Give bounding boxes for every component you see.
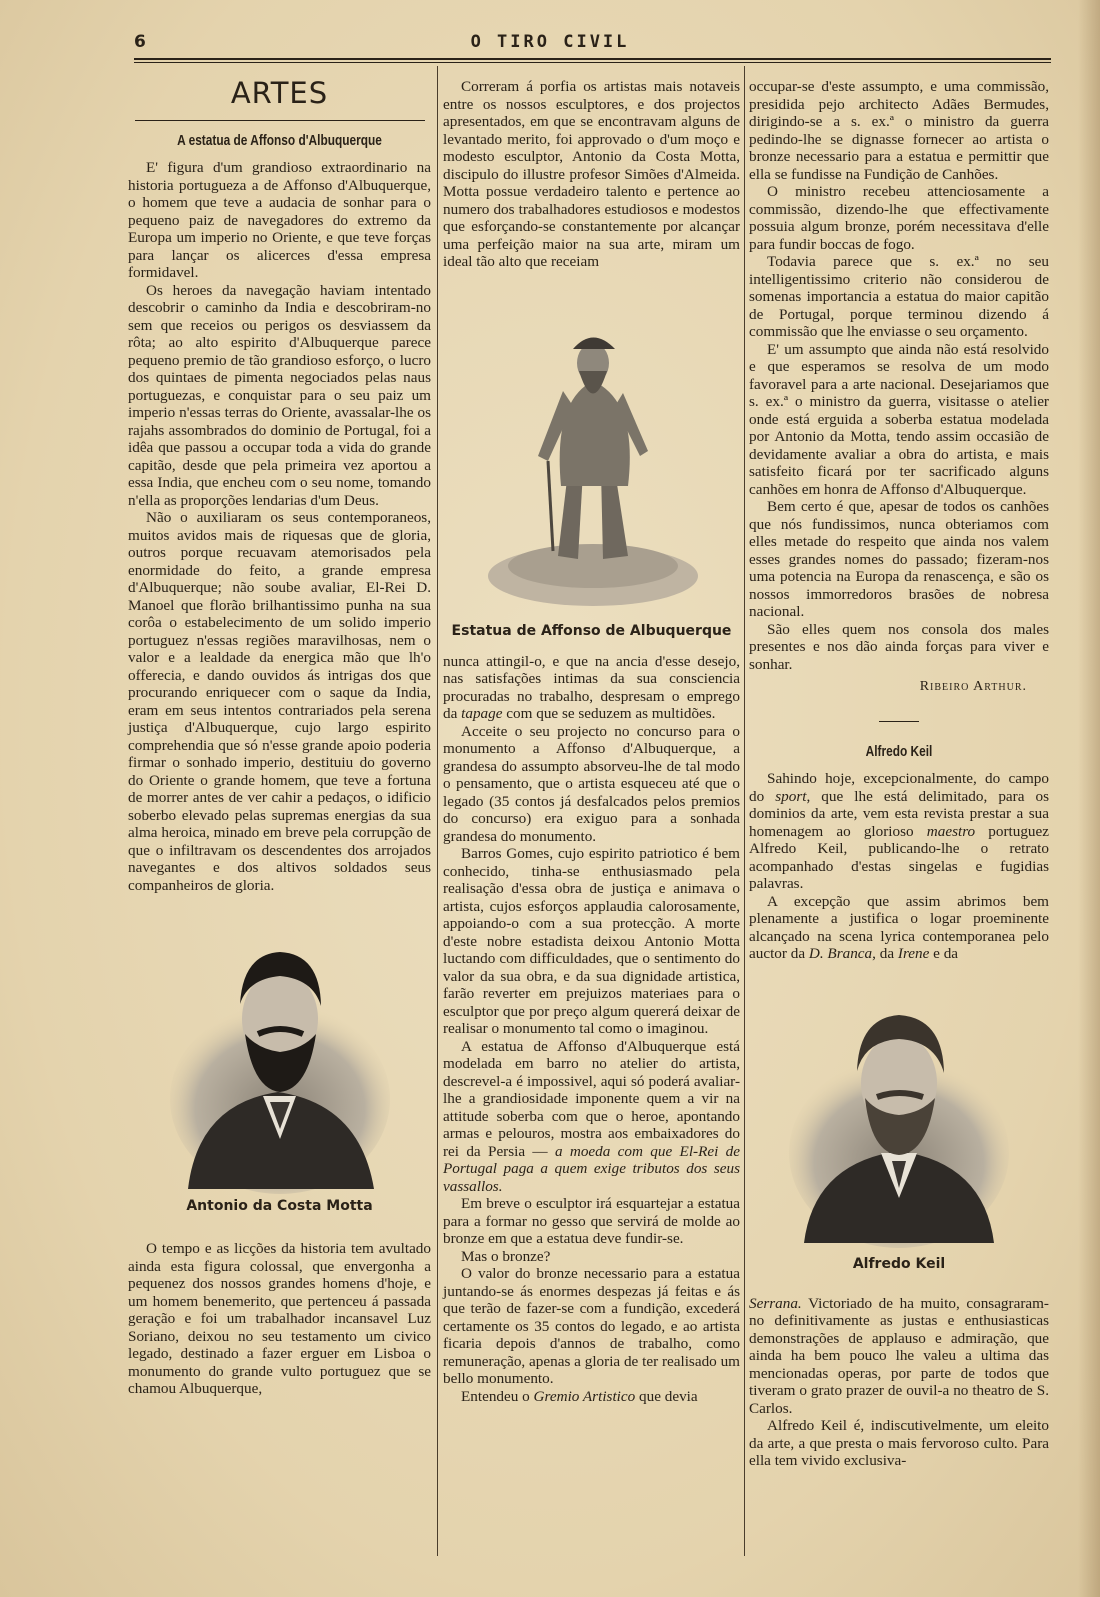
paragraph [443, 1388, 740, 1406]
emphasis: a moeda com que El-Rei de Portugal paga a quem exige tributos dos seus vassallos. [443, 1142, 741, 1195]
header-rule [134, 58, 1051, 60]
text-run: e da [933, 945, 959, 962]
paragraph: E' figura d'um grandioso extraordinario na historia portugueza a de Affonso d'Albuquerque, o homem que teve a audacia de sonhar para o pequeno paiz de navegadores do extremo da Europa um imperio no Oriente, e que teve forças para lançar os alicerces d'essa empresa formidavel. [128, 159, 431, 281]
column-3 [749, 66, 1049, 1470]
article-body [128, 159, 431, 894]
text-run: , que lhe está delimitado, para os dominios da arte, vem esta revista prestar a sua homenagem ao glorioso [749, 787, 1050, 840]
article-body-continued [128, 1240, 431, 1398]
paragraph: Bem certo é que, apesar de todos os canhões que nós fundissimos, nunca obteriamos com elles metade do respeito que ainda nos valem esses grandes nomes do passado; fizeram-nos uma potencia na Europa da renascença, e são os nossos immorredoros brasões de nobresa nacional. [749, 498, 1049, 620]
column-divider [437, 66, 438, 1556]
emphasis: sport [775, 787, 807, 805]
paragraph: Em breve o esculptor irá esquartejar a estatua para a formar no gesso que servirá de molde ao bronze em que a estatua deve fundir-se. [443, 1195, 740, 1247]
paragraph: São elles quem nos consola dos males presentes e nos dão ainda forças para viver e sonhar. [749, 620, 1049, 673]
emphasis: Serrana. [749, 1294, 802, 1312]
emphasis: tapage [461, 705, 503, 722]
paragraph [749, 770, 1049, 893]
text-run: que devia [639, 1387, 698, 1405]
article-title: Alfredo Keil [865, 744, 933, 760]
paragraph [443, 1038, 740, 1196]
paragraph: Todavia parece que s. ex.ª no seu intelligentissimo criterio não considerou de somenas importancia a estatua do maior capitão de Portugal, porque terminou dizendo á commissão que lhe enviasse o seu orçamento. [749, 253, 1049, 340]
page-edge-shadow [1078, 0, 1100, 1597]
text-run: portuguez Alfredo Keil, publicando-lhe o retrato acompanhado d'estas singelas e fugidias palavras. [749, 822, 1050, 892]
text-run: com que se seduzem as multidões. [506, 705, 716, 722]
journal-title: O TIRO CIVIL [470, 32, 630, 52]
text-run: Victoriado de ha muito, consagraram-no definitivamente as justas e enthusiasticas demonstrações de applauso e admiração, que ainda ha bem pouco lhe valeu a ultima das mencionadas operas, por parte de todos que tiveram o grato prazer de ouvil-a no theatro de S. Carlos. [749, 1294, 1049, 1417]
text-run: , da [872, 945, 895, 962]
paragraph: Mas o bronze? [461, 1247, 551, 1265]
portrait-figure [128, 924, 431, 1214]
text-run: A excepção que assim abrimos bem plenamente a justifica o logar proeminente alcançado na scena lyrica contemporanea pelo auctor da [749, 892, 1049, 962]
paragraph: O tempo e as licções da historia tem avultado ainda esta figura colossal, que envergonha a pequenez dos nossos grandes homens d'hoje, e um homem benemerito, que pertenceu á passada geração e foi um trabalhador incansavel Luz Soriano, deixou no seu testamento um civico legado, destinado a fazer erguer em Lisboa o monumento do grande vulto portuguez que se chamou Albuquerque, [128, 1240, 431, 1397]
text-run: Entendeu o [461, 1387, 530, 1405]
portrait-motta-image [128, 924, 431, 1194]
paragraph: Barros Gomes, cujo espirito patriotico é bem conhecido, tinha-se enthusiasmado pela realisação d'essa obra de justiça e animava o artista, cujos esforços applaudia calorosamente, appoiando-o com a sua protecção. A morte d'este nobre estadista deixou Antonio Motta luctando com difficuldades, que o sentimento do valor da sua obra, e da sua dignidade artistica, farão reverter em prejuizos materiaes para o esculptor que por preço algum quererá deixar de realisar o monumento tal como o imaginou. [443, 845, 740, 1037]
paragraph [749, 1295, 1049, 1418]
portrait-caption: Antonio da Costa Motta [186, 1198, 373, 1214]
column-1 [128, 66, 431, 1398]
emphasis: D. Branca [808, 945, 873, 962]
paragraph [749, 893, 1049, 963]
paragraph: Correram á porfia os artistas mais notaveis entre os nossos esculptores, e dos projectos apresentados, em que se encontravam alguns de levantado merito, foi approvado o d'um moço e modesto esculptor, Antonio da Costa Motta, discipulo do illustre profesor Simões d'Almeida. Motta possue verdadeiro talento e pertence ao numero dos trabalhadores estudiosos e modestos que esforçando-se constantemente por alcançar uma perfeição maior na sua arte, miram um ideal tão alto que receiam [443, 78, 740, 270]
paragraph: Não o auxiliaram os seus contemporaneos, muitos avidos mais de riquesas que de gloria, outros porque recuavam atemorisados pela enormidade do feito, a grande empresa d'Albuquerque; não soube avaliar, El-Rei D. Manoel que florão brilhantissimo punha na sua corôa o estabelecimento de um solido imperio portuguez n'essas regiões maravilhosas, nem o valor e a lealdade da energica mão que lh'o offerecia, e dando ouvidos ás intrigas dos que procurando enriquecer com o saque da India, eram em seus intentos contrariados pela serena justiça d'Albuquerque, cujo largo espirito comprehendia que só n'esse grande apoio poderia firmar o sonhado imperio, destituiu do governo do Oriente o grande homem, que teve a fortuna de morrer antes de ver cahir a pedaços, o idificio soberbo elevado pelas supremas energias da sua alma heroica, minado em breve pela corrupção de que o infiltravam os descendentes dos arrojados navegantes e dos altivos soldados seus companheiros de gloria. [128, 509, 431, 894]
article-body [443, 78, 740, 271]
column-divider [744, 66, 745, 1556]
title-rule [135, 120, 425, 121]
text-run: nunca attingil-o, e que na ancia d'esse desejo, nas satisfações intimas da sua consciencia procuradas no trabalho, despresam o emprego da [443, 652, 740, 722]
emphasis: Irene [897, 945, 930, 962]
statue-figure [443, 281, 740, 653]
article-title: A estatua de Affonso d'Albuquerque [177, 133, 382, 149]
article-body-continued [749, 1295, 1049, 1470]
paragraph: Alfredo Keil é, indiscutivelmente, um eleito da arte, a que presta o mais fervoroso culto. Para ella tem vivido exclusiva- [749, 1417, 1049, 1469]
emphasis: maestro [926, 822, 976, 840]
paragraph: occupar-se d'este assumpto, e uma commissão, presidida pejo architecto Adães Bermudes, dirigindo-se a s. ex.ª o ministro da guerra pedindo-lhe se dignasse fornecer ao artista o bronze necessario para a estatua e permittir que ella se fundisse na Fundição de Canhões. [749, 78, 1049, 183]
paragraph [443, 653, 740, 723]
statue-caption: Estatua de Affonso de Albuquerque [451, 622, 732, 639]
paragraph: Acceite o seu projecto no concurso para o monumento a Affonso d'Albuquerque, a grandesa do assumpto absorveu-lhe de tal modo o pensamento, que o artista esqueceu até que o legado (35 contos já desfalcados pelos premios do concurso) era exiguo para a sonhada grandesa do monumento. [443, 722, 740, 845]
paragraph: E' um assumpto que ainda não está resolvido e que esperamos se resolva de um modo favoravel para a arte nacional. Desejariamos que s. ex.ª o ministro da guerra, visitasse o atelier onde está erguida a soberba estatua modelada por Antonio da Motta, tendo assim occasião de devidamente avaliar a obra do artista, e mais satisfeito ficará por ter sacrificado alguns canhões em honra de Affonso d'Albuquerque. [749, 340, 1049, 498]
paragraph: O valor do bronze necessario para a estatua juntando-se ás enormes despezas já feitas e ás que terão de fazer-se com a fundição, excederá certamente os 35 contos do legado, e ao artista ficaria depois d'annos de trabalho, como remuneração, apenas a gloria de ter realisado um bello monumento. [443, 1265, 740, 1387]
paragraph: O ministro recebeu attenciosamente a commissão, dizendo-lhe que effectivamente possuia algum bronze, porém necessitava d'elle para fundir boccas de fogo. [749, 183, 1049, 253]
statue-image [443, 281, 740, 611]
section-title: ARTES [230, 76, 329, 110]
article-divider [879, 721, 919, 722]
paragraph: Os heroes da navegação haviam intentado descobrir o caminho da India e descobriram-no sem que receios ou perigos os desviassem da rôta; ao alto espirito d'Albuquerque parece pequeno premio de tão grandioso esforço, o lucro dos quintaes de pimenta negociados pelas naus portuguezas, e conquistar para o seu paiz um imperio n'essas terras do Oriente, avassalar-lhe os rajahs assombrados do dominio de Portugal, foi a idêa que passou a occupar toda a vida do grande capitão, desde que pela primeira vez aportou a essa India, que encheu com o seu nome, tomando n'ella as proporções lendarias d'um Deus. [128, 281, 431, 509]
emphasis: Gremio Artistico [533, 1387, 636, 1405]
portrait-figure [749, 993, 1049, 1283]
portrait-caption: Alfredo Keil [852, 1255, 946, 1272]
article-body [749, 770, 1049, 963]
column-2 [443, 66, 740, 1405]
header-rule-thin [134, 62, 1051, 63]
text-run: A estatua de Affonso d'Albuquerque está modelada em barro no atelier do artista, descrevel-a é impossivel, aqui só poderá avaliar-lhe a grandiosidade imponente quem a vir na attitude soberba com que o heroe, apontando armas e pelouros, mostra aos embaixadores do rei da Persia — [443, 1037, 740, 1160]
text-run: Sahindo hoje, excepcionalmente, do campo do [749, 770, 1049, 805]
article-body-continued [443, 653, 740, 1406]
article-body [749, 78, 1049, 673]
author-signature: Ribeiro Arthur. [919, 679, 1027, 694]
portrait-keil-image [749, 993, 1049, 1248]
page-number: 6 [134, 32, 147, 52]
